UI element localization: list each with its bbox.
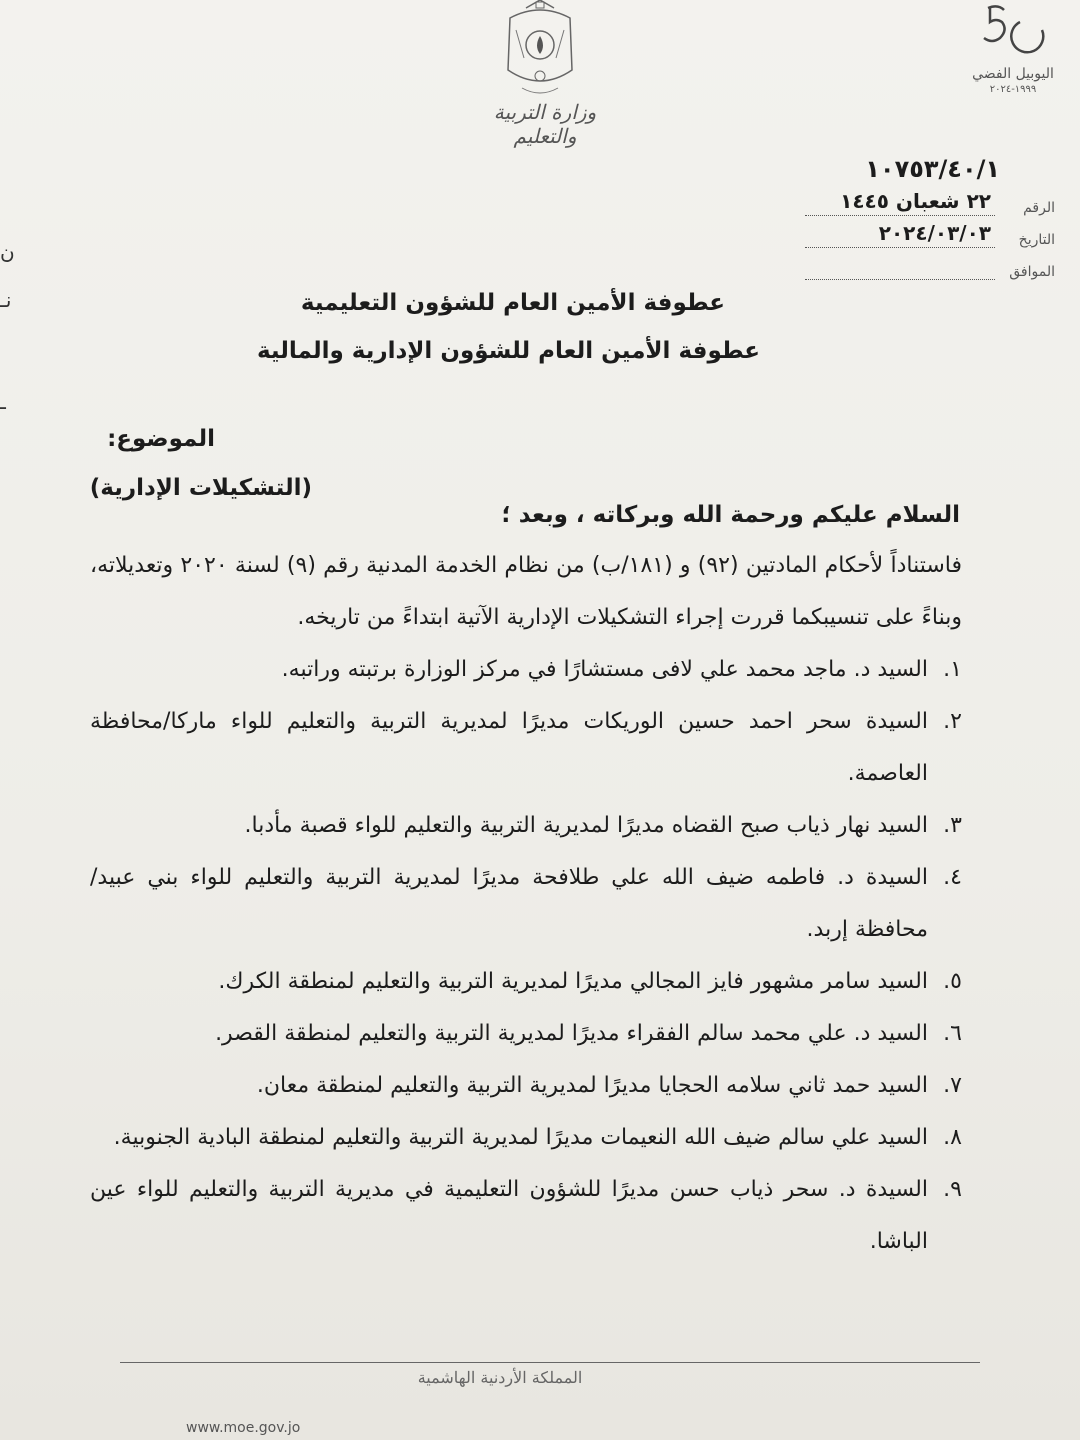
footer-website: www.moe.gov.jo	[186, 1420, 301, 1436]
coat-of-arms-icon	[500, 0, 580, 100]
date-row	[805, 220, 1055, 248]
list-item	[90, 1112, 962, 1164]
item-text: السيد علي سالم ضيف الله النعيمات مديرًا لمديرية التربية والتعليم لمنطقة البادية الجنوبية.	[113, 1125, 928, 1150]
item-text: السيدة سحر احمد حسين الوريكات مديرًا لمديرية التربية والتعليم للواء ماركا/محافظة العاصمة.	[90, 709, 928, 786]
number-row	[805, 188, 1055, 216]
item-number: ٧.	[943, 1073, 962, 1098]
hijri-date: ٢٢ شعبان ١٤٤٥	[805, 189, 995, 216]
list-item	[90, 956, 962, 1008]
edge-fragment: ن	[0, 240, 15, 264]
greeting: السلام عليكم ورحمة الله وبركاته ، وبعد ؛	[501, 502, 960, 528]
page-edge-fragments	[0, 230, 14, 490]
item-number: ١.	[943, 657, 962, 682]
item-number: ٤.	[943, 865, 962, 890]
jubilee-years: ١٩٩٩-٢٠٢٤	[989, 84, 1037, 95]
item-text: السيد د. علي محمد سالم الفقراء مديرًا لمديرية التربية والتعليم لمنطقة القصر.	[215, 1021, 928, 1046]
intro-paragraph: فاستناداً لأحكام المادتين (٩٢) و (١٨١/ب) من نظام الخدمة المدنية رقم (٩) لسنة ٢٠٢٠ وتعديلاته، وبناءً على تنسيبكما قررت إجراء التشكيلات الإدارية الآتية ابتداءً من تاريخه.	[90, 553, 962, 630]
list-item	[90, 1008, 962, 1060]
list-item	[90, 644, 962, 696]
list-item	[90, 800, 962, 852]
list-item	[90, 696, 962, 800]
footer-country: المملكة الأردنية الهاشمية	[417, 1368, 583, 1387]
subject-label: الموضوع:	[107, 426, 215, 452]
item-text: السيد د. ماجد محمد علي لافى مستشارًا في مركز الوزارة برتبته وراتبه.	[281, 657, 928, 682]
corresponding-label: الموافق	[1009, 264, 1055, 280]
corresponding-row	[805, 252, 1055, 280]
item-text: السيدة د. فاطمه ضيف الله علي طلافحة مديرًا لمديرية التربية والتعليم للواء بني عبيد/محافظة إربد.	[90, 865, 928, 942]
letter-body	[90, 540, 962, 1268]
addressee-1: عطوفة الأمين العام للشؤون التعليمية	[300, 290, 725, 316]
item-number: ٦.	[943, 1021, 962, 1046]
jubilee-logo	[968, 0, 1058, 115]
jubilee-25-icon	[978, 0, 1048, 60]
edge-fragment: نـ	[0, 288, 12, 312]
item-number: ٣.	[943, 813, 962, 838]
date-label: التاريخ	[1018, 232, 1055, 248]
item-number: ٢.	[943, 709, 962, 734]
footer-divider	[120, 1362, 980, 1363]
item-number: ٨.	[943, 1125, 962, 1150]
addressee-2: عطوفة الأمين العام للشؤون الإدارية والمالية	[256, 338, 760, 364]
list-item	[90, 1164, 962, 1268]
reference-number: ١٠٧٥٣/٤٠/١	[865, 155, 1000, 183]
gregorian-date: ٢٠٢٤/٠٣/٠٣	[805, 221, 995, 248]
item-number: ٩.	[943, 1177, 962, 1202]
item-text: السيد حمد ثاني سلامه الحجايا مديرًا لمديرية التربية والتعليم لمنطقة معان.	[256, 1073, 928, 1098]
item-text: السيد نهار ذياب صبح القضاه مديرًا لمديرية التربية والتعليم للواء قصبة مأدبا.	[244, 813, 928, 838]
item-text: السيدة د. سحر ذياب حسن مديرًا للشؤون التعليمية في مديرية التربية والتعليم للواء عين الباشا.	[90, 1177, 928, 1254]
item-text: السيد سامر مشهور فايز المجالي مديرًا لمديرية التربية والتعليم لمنطقة الكرك.	[218, 969, 928, 994]
subject-value: (التشكيلات الإدارية)	[89, 475, 312, 501]
number-label: الرقم	[1023, 200, 1055, 216]
edge-fragment: ـ	[0, 390, 6, 414]
list-item	[90, 1060, 962, 1112]
corresponding-value	[805, 253, 995, 280]
appointments-list	[90, 644, 962, 1268]
list-item	[90, 852, 962, 956]
jubilee-label: اليوبيل الفضي	[972, 66, 1054, 82]
ministry-name: وزارة التربية والتعليم	[493, 100, 597, 148]
item-number: ٥.	[943, 969, 962, 994]
